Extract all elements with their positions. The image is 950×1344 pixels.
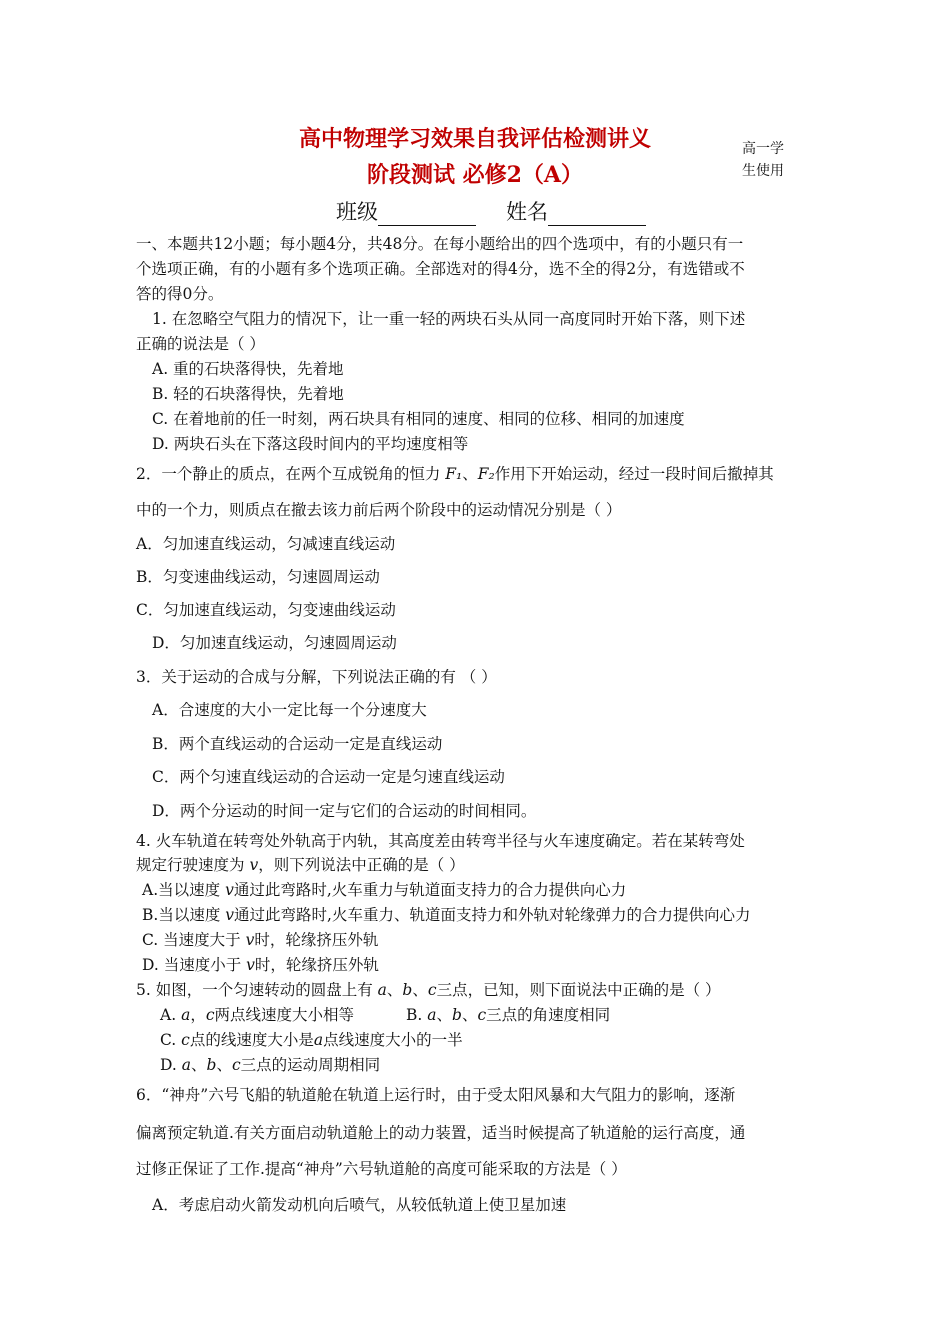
question-1-stem-1: 1. 在忽略空气阻力的情况下，让一重一轻的两块石头从同一高度同时开始下落，则下述 [152, 310, 746, 328]
question-2-option-d: D．匀加速直线运动，匀速圆周运动 [152, 634, 397, 652]
q4-c-post: 时，轮缘挤压外轨 [254, 931, 379, 949]
question-6-option-a: A．考虑启动火箭发动机向后喷气，从较低轨道上使卫星加速 [152, 1196, 567, 1214]
q4-d-pre: D. 当速度小于 [142, 956, 247, 974]
q5-a-post: 两点线速度大小相等 [214, 1006, 355, 1024]
side-note [742, 138, 802, 182]
question-3-option-c: C．两个匀速直线运动的合运动一定是匀速直线运动 [152, 768, 505, 786]
question-2-stem-1 [136, 462, 774, 484]
q4-a-pre: A.当以速度 [142, 881, 226, 899]
side-note-line-2: 生使用 [742, 163, 784, 179]
instruction-line-2: 个选项正确，有的小题有多个选项正确。全部选对的得4分，选不全的得2分，有选错或不 [136, 260, 745, 278]
question-6-stem-2: 偏离预定轨道.有关方面启动轨道舱上的动力装置，适当时候提高了轨道舱的运行高度，通 [136, 1124, 746, 1142]
point-b: b [402, 981, 413, 999]
question-3-stem: 3．关于运动的合成与分解，下列说法正确的有 （ ） [136, 668, 497, 686]
q2-sep: 、 [462, 465, 478, 483]
question-4-stem-1: 4. 火车轨道在转弯处外轨高于内轨，其高度差由转弯半径与火车速度确定。若在某转弯处 [136, 832, 745, 850]
name-field[interactable] [506, 196, 646, 226]
question-4-option-a [142, 878, 626, 900]
q5-c-post: 点线速度大小的一半 [323, 1031, 463, 1049]
question-1-option-c: C. 在着地前的任一时刻，两石块具有相同的速度、相同的位移、相同的加速度 [152, 410, 685, 428]
question-2-option-b: B．匀变速曲线运动，匀速圆周运动 [136, 568, 380, 586]
q5-a-pre: A. [160, 1006, 182, 1024]
question-2-stem-2: 中的一个力，则质点在撤去该力前后两个阶段中的运动情况分别是（ ） [136, 501, 622, 519]
velocity-v: v [245, 931, 255, 949]
q4-stem2-pre: 规定行驶速度为 [136, 856, 250, 874]
q5-d-pre: D. [160, 1056, 182, 1074]
question-6-stem-1: 6．“神舟”六号飞船的轨道舱在轨道上运行时，由于受太阳风暴和大气阻力的影响，逐渐 [136, 1086, 736, 1104]
q4-c-pre: C. 当速度大于 [142, 931, 246, 949]
name-label: 姓名 [506, 200, 548, 224]
point-c: c [205, 1006, 215, 1024]
q5-comma: 、 [461, 1006, 478, 1024]
point-c: c [477, 1006, 487, 1024]
q5-comma: 、 [412, 981, 428, 999]
velocity-v: v [246, 956, 255, 974]
q4-b-post: 通过此弯路时,火车重力、轨道面支持力和外轨对轮缘弹力的合力提供向心力 [234, 906, 751, 924]
point-a: a [181, 1056, 191, 1074]
question-5-option-c [160, 1028, 463, 1050]
class-field[interactable] [336, 196, 476, 226]
point-a: a [377, 981, 387, 999]
q2-stem-pre: 2．一个静止的质点，在两个互成锐角的恒力 [136, 465, 446, 483]
q4-b-pre: B.当以速度 [142, 906, 226, 924]
page-subtitle: 阶段测试 必修2（A） [366, 162, 584, 188]
q5-d-post: 三点的运动周期相同 [240, 1056, 381, 1074]
q4-a-post: 通过此弯路时,火车重力与轨道面支持力的合力提供向心力 [233, 881, 627, 899]
question-6-stem-3: 过修正保证了工作.提高“神舟”六号轨道舱的高度可能采取的方法是（ ） [136, 1160, 627, 1178]
q5-stem-pre: 5. 如图，一个匀速转动的圆盘上有 [136, 981, 378, 999]
q5-c-mid: 点的线速度大小是 [189, 1031, 314, 1049]
question-5-option-a [160, 1003, 354, 1025]
point-b: b [206, 1056, 217, 1074]
point-c: c [181, 1031, 190, 1049]
q5-b-post: 三点的角速度相同 [486, 1006, 611, 1024]
velocity-v: v [225, 881, 234, 899]
class-blank[interactable] [378, 203, 476, 226]
question-1-stem-2: 正确的说法是（ ） [136, 335, 265, 353]
question-5-stem [136, 978, 721, 1000]
force-f1: F₁ [445, 465, 463, 483]
class-label: 班级 [336, 200, 378, 224]
q5-b-pre: B. [406, 1006, 428, 1024]
q5-comma: 、 [386, 981, 403, 999]
question-4-option-b [142, 903, 750, 925]
point-a: a [181, 1006, 191, 1024]
question-4-option-d [142, 953, 379, 975]
question-2-option-c: C．匀加速直线运动，匀变速曲线运动 [136, 601, 396, 619]
q4-d-post: 时，轮缘挤压外轨 [254, 956, 379, 974]
force-f2: F₂ [477, 465, 495, 483]
velocity-v: v [249, 856, 259, 874]
point-c: c [427, 981, 437, 999]
question-2-option-a: A．匀加速直线运动，匀减速直线运动 [136, 535, 396, 553]
point-a: a [313, 1031, 324, 1049]
point-c: c [231, 1056, 241, 1074]
page-title: 高中物理学习效果自我评估检测讲义 [298, 126, 651, 152]
question-1-option-d: D. 两块石头在下落这段时间内的平均速度相等 [152, 435, 469, 453]
q5-comma: 、 [190, 1056, 207, 1074]
q5-c-pre: C. [160, 1031, 182, 1049]
question-3-option-d: D．两个分运动的时间一定与它们的合运动的时间相同。 [152, 802, 537, 820]
q5-a-mid: ， [190, 1006, 206, 1024]
instruction-line-1: 一、本题共12小题；每小题4分，共48分。在每小题给出的四个选项中，有的小题只有一 [136, 235, 744, 253]
question-1-option-a: A. 重的石块落得快，先着地 [152, 360, 344, 378]
side-note-line-1: 高一学 [742, 141, 784, 157]
velocity-v: v [225, 906, 235, 924]
q5-comma: 、 [436, 1006, 453, 1024]
q5-stem-post: 三点，已知，则下面说法中正确的是（ ） [436, 981, 721, 999]
question-4-stem-2 [136, 853, 465, 875]
q2-stem-post: 作用下开始运动，经过一段时间后撤掉其 [494, 465, 774, 483]
name-blank[interactable] [548, 203, 646, 226]
q5-comma: 、 [216, 1056, 232, 1074]
point-a: a [427, 1006, 437, 1024]
q4-stem2-post: ，则下列说法中正确的是（ ） [258, 856, 465, 874]
point-b: b [452, 1006, 462, 1024]
question-5-option-d [160, 1053, 380, 1075]
question-3-option-a: A．合速度的大小一定比每一个分速度大 [152, 701, 427, 719]
instruction-line-3: 答的得0分。 [136, 285, 224, 303]
question-5-option-b [406, 1003, 610, 1025]
question-4-option-c [142, 928, 378, 950]
question-3-option-b: B．两个直线运动的合运动一定是直线运动 [152, 735, 443, 753]
question-1-option-b: B. 轻的石块落得快，先着地 [152, 385, 344, 403]
